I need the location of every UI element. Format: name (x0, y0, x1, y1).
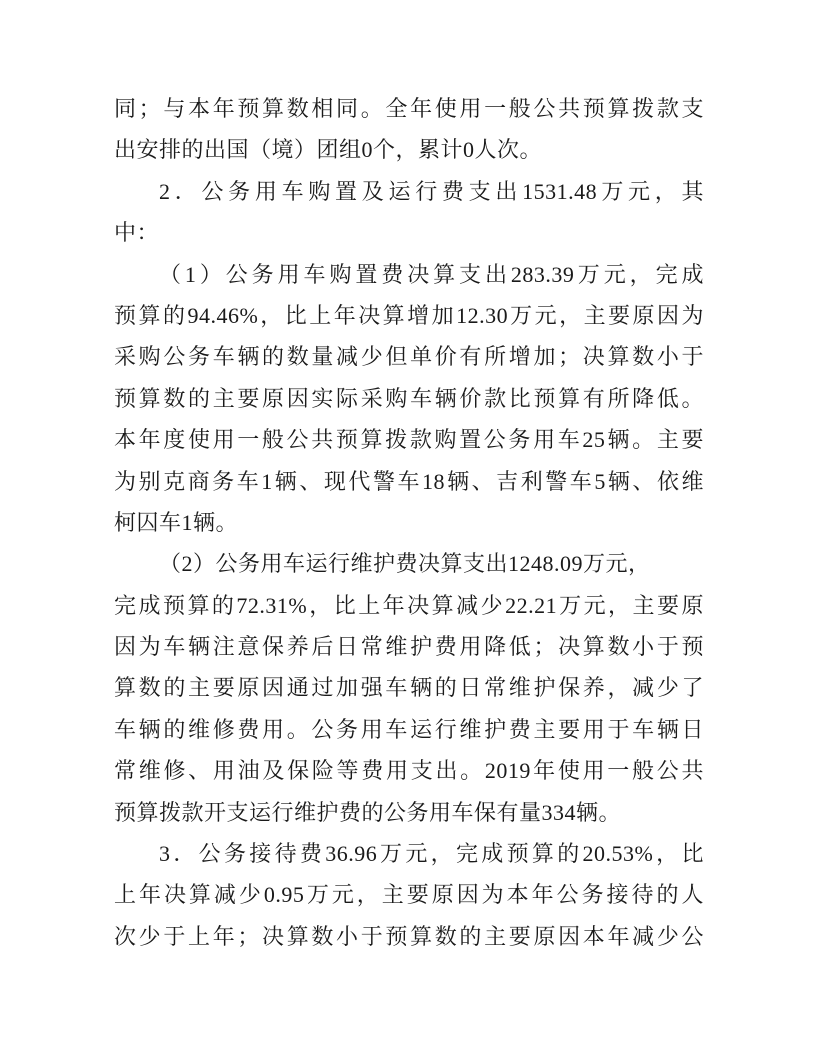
document-body (114, 88, 704, 957)
text-line: 采购公务车辆的数量减少但单价有所增加；决算数小于 (114, 344, 704, 370)
text-line: 预算的94.46%，比上年决算增加12.30万元，主要原因为 (114, 302, 704, 328)
text-line: 上年决算减少0.95万元，主要原因为本年公务接待的人 (114, 882, 704, 908)
text-line: 预算拨款开支运行维护费的公务用车保有量334辆。 (114, 799, 622, 825)
text-line: 3．公务接待费36.96万元，完成预算的20.53%，比 (159, 841, 704, 867)
text-line: （1）公务用车购置费决算支出283.39万元，完成 (159, 261, 704, 287)
text-line: 为别克商务车1辆、现代警车18辆、吉利警车5辆、依维 (114, 468, 704, 494)
text-line: 次少于上年；决算数小于预算数的主要原因本年减少公 (114, 923, 704, 949)
text-line: 算数的主要原因通过加强车辆的日常维护保养，减少了 (114, 675, 704, 701)
text-line: （2）公务用车运行维护费决算支出1248.09万元， (159, 551, 651, 577)
text-line: 车辆的维修费用。公务用车运行维护费主要用于车辆日 (114, 716, 704, 742)
text-line: 本年度使用一般公共预算拨款购置公务用车25辆。主要 (114, 427, 704, 453)
text-line: 中： (114, 220, 160, 246)
text-line: 同；与本年预算数相同。全年使用一般公共预算拨款支 (114, 96, 704, 121)
text-line: 常维修、用油及保险等费用支出。2019年使用一般公共 (114, 758, 704, 784)
text-line: 2．公务用车购置及运行费支出1531.48万元，其 (159, 178, 704, 204)
text-line: 完成预算的72.31%，比上年决算减少22.21万元，主要原 (114, 592, 704, 618)
text-line: 预算数的主要原因实际采购车辆价款比预算有所降低。 (114, 385, 704, 411)
text-line: 因为车辆注意保养后日常维护费用降低；决算数小于预 (114, 634, 704, 660)
text-line: 柯囚车1辆。 (114, 509, 239, 535)
text-line: 出安排的出国（境）团组0个，累计0人次。 (114, 137, 543, 163)
